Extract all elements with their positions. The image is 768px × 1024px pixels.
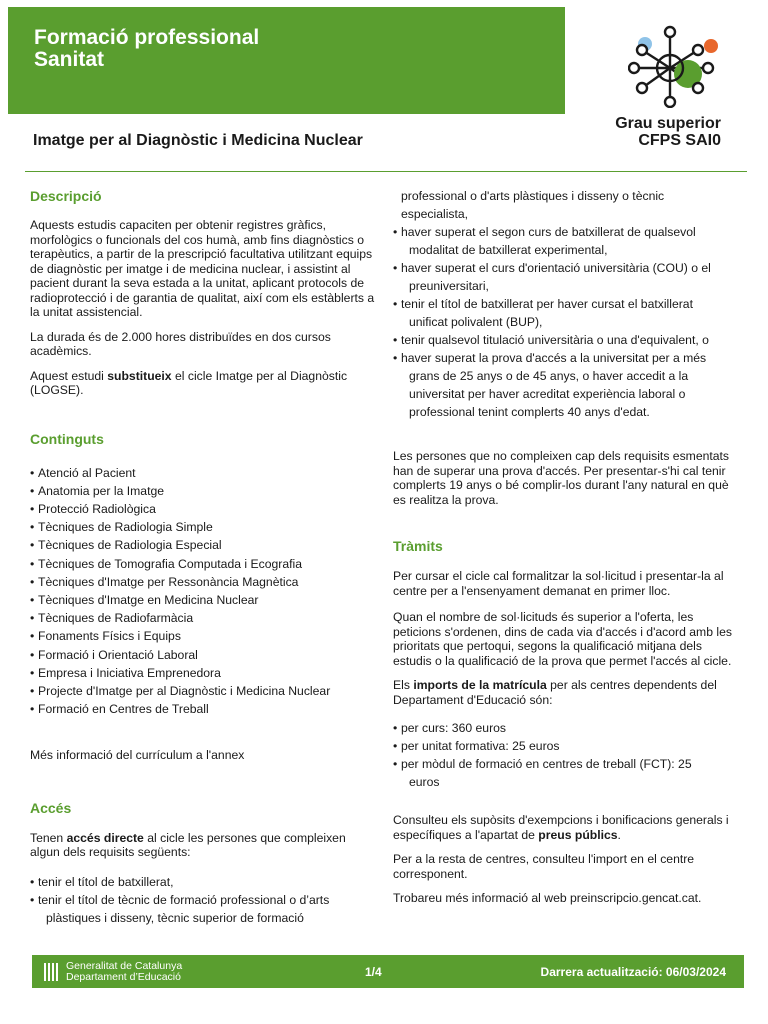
- text-line: professional o d'arts plàstiques i disseny o tècnic: [401, 189, 665, 203]
- list-item: [393, 755, 743, 791]
- bold-text: preus públics: [538, 827, 618, 842]
- text-line: grans de 25 anys o de 45 anys, o haver accedit a la: [409, 369, 689, 383]
- text-span: .: [617, 827, 621, 842]
- list-item: [393, 349, 743, 421]
- list-item: [393, 295, 743, 331]
- text-line: per mòdul de formació en centres de treball (FCT): 25: [401, 757, 692, 771]
- list-item: • Fonaments Físics i Equips: [30, 627, 375, 645]
- family-title: Formació professional: [34, 26, 260, 49]
- modules-list: [30, 464, 375, 719]
- fees-intro: [393, 678, 743, 707]
- bold-text: substitueix: [107, 368, 172, 383]
- list-item: • Tècniques de Radiofarmàcia: [30, 609, 375, 627]
- last-updated: Darrera actualització: 06/03/2024: [540, 965, 726, 979]
- access-requirements-list: [30, 873, 375, 927]
- text-line: tenir el títol de tècnic de formació professional o d’arts: [38, 892, 330, 907]
- list-item: • Tècniques d'Imatge en Medicina Nuclear: [30, 591, 375, 609]
- family-subtitle: Sanitat: [34, 48, 105, 71]
- header-band: [8, 7, 565, 114]
- list-item-continued: [393, 187, 743, 223]
- senyera-icon: [44, 963, 58, 981]
- curriculum-annex-note: Més informació del currículum a l'annex: [30, 748, 245, 763]
- text-line: tenir el títol de batxillerat per haver cursat el batxillerat: [401, 297, 693, 311]
- org-line: Generalitat de Catalunya: [66, 960, 183, 972]
- list-item: [30, 891, 375, 927]
- description-paragraph: Aquests estudis capaciten per obtenir registres gràfics, morfològics o funcionals del cos humà, amb fins diagnòstics o terapèutics, a partir de la prescripció facultativa utilitzant equips de diagnòstic per imatge i de medicina nuclear, i assistint al pacient durant la seva estada a la unitat, aplicant protocols de radioprotecció i de garantia de qualitat, així com els estàblerts a la unitat assistencial.: [30, 218, 375, 319]
- list-item: • Tècniques d'Imatge per Ressonància Magnètica: [30, 573, 375, 591]
- list-item: • Formació i Orientació Laboral: [30, 646, 375, 664]
- generalitat-logo: [44, 961, 182, 982]
- cycle-code: CFPS SAI0: [638, 132, 721, 149]
- list-item: • Tècniques de Radiologia Especial: [30, 536, 375, 554]
- section-heading-tramits: Tràmits: [393, 538, 443, 554]
- replaces-paragraph: [30, 369, 375, 398]
- list-item: • Atenció al Pacient: [30, 464, 375, 482]
- section-heading-descripcio: Descripció: [30, 188, 102, 204]
- list-item: • Protecció Radiològica: [30, 500, 375, 518]
- list-item: • Tècniques de Radiologia Simple: [30, 518, 375, 536]
- text-line: euros: [409, 775, 440, 789]
- list-item: [393, 223, 743, 259]
- text-span: al cicle les persones que compleixen algun dels requisits següents:: [30, 830, 346, 860]
- text-line: professional tenint complerts 40 anys d'edat.: [409, 405, 650, 419]
- right-column: [393, 187, 743, 906]
- grade-label: [615, 115, 721, 149]
- list-item: • tenir qualsevol titulació universitària o una d'equivalent, o: [393, 331, 743, 349]
- other-centres-paragraph: Per a la resta de centres, consulteu l'import en el centre corresponent.: [393, 852, 695, 881]
- course-title: Imatge per al Diagnòstic i Medicina Nuclear: [33, 132, 363, 149]
- left-column: [30, 187, 375, 927]
- list-item: • per curs: 360 euros: [393, 719, 743, 737]
- text-span: Aquest estudi: [30, 368, 108, 383]
- text-span: el cicle Imatge per al Diagnòstic (LOGSE).: [30, 368, 348, 397]
- section-heading-continguts: Continguts: [30, 430, 104, 447]
- text-line: unificat polivalent (BUP),: [409, 315, 543, 329]
- bold-text: imports de la matrícula: [413, 678, 547, 692]
- list-item: • Formació en Centres de Treball: [30, 700, 375, 718]
- list-item: [393, 259, 743, 295]
- application-paragraph: Per cursar el cicle cal formalitzar la sol·licitud i presentar-la al centre per a l'ensenyament demanat en primer lloc.: [393, 569, 724, 598]
- entrance-exam-note: Les persones que no compleixen cap dels requisits esmentats han de superar una prova d'accés. Per presentar-s'hi cal tenir complerts 19 anys o bé complir-los durant l'any natural en què es realitza la prova.: [393, 449, 730, 507]
- page-number: 1/4: [365, 965, 382, 979]
- text-line: plàstiques i disseny, tècnic superior de formació: [46, 910, 304, 925]
- ordering-paragraph: Quan el nombre de sol·licituds és superior a l'oferta, les peticions s'ordenen, dins de cada via d'accés i d'acord amb les prioritats que pertoqui, segons la qualificació mitjana dels estudis o la qualificació de la prova que permet l'accés al cicle.: [393, 610, 732, 668]
- divider: [25, 171, 747, 172]
- text-line: universitat per haver acreditat experiència laboral o: [409, 387, 686, 401]
- text-line: haver superat el segon curs de batxillerat de qualsevol: [401, 225, 696, 239]
- text-line: preuniversitari,: [409, 279, 489, 293]
- more-info-paragraph: Trobareu més informació al web preinscripcio.gencat.cat.: [393, 891, 702, 905]
- access-requirements-list-more: [393, 223, 743, 421]
- section-heading-acces: Accés: [30, 799, 72, 816]
- list-item: • Projecte d'Imatge per al Diagnòstic i Medicina Nuclear: [30, 682, 375, 700]
- network-logo-icon: [628, 24, 720, 108]
- bold-text: accés directe: [66, 830, 144, 845]
- text-span: Els: [393, 678, 414, 692]
- grade-level: Grau superior: [615, 115, 721, 132]
- text-span: Consulteu els supòsits d'exempcions i bonificacions generals i específiques a l'apartat de: [393, 813, 729, 842]
- org-name: [66, 961, 182, 982]
- text-line: modalitat de batxillerat experimental,: [409, 243, 608, 257]
- list-item: • Anatomia per la Imatge: [30, 482, 375, 500]
- org-line: Departament d’Educació: [66, 970, 181, 983]
- list-item: • tenir el títol de batxillerat,: [30, 873, 375, 891]
- text-line: especialista,: [401, 207, 469, 221]
- duration-paragraph: La durada és de 2.000 hores distribuïdes en dos cursos acadèmics.: [30, 329, 331, 358]
- text-line: haver superat la prova d'accés a la universitat per a més: [401, 351, 707, 365]
- exemptions-paragraph: [393, 813, 743, 842]
- fees-list: [393, 719, 743, 791]
- text-line: haver superat el curs d'orientació universitària (COU) o el: [401, 261, 711, 275]
- text-span: Tenen: [30, 830, 67, 845]
- access-intro: [30, 831, 375, 860]
- footer-band: [32, 955, 744, 988]
- text-span: per als centres dependents del Departament d'Educació són:: [393, 678, 717, 707]
- list-item: • Tècniques de Tomografia Computada i Ecografia: [30, 555, 375, 573]
- list-item: • Empresa i Iniciativa Emprenedora: [30, 664, 375, 682]
- access-requirements-list-continued: [393, 187, 743, 223]
- list-item: • per unitat formativa: 25 euros: [393, 737, 743, 755]
